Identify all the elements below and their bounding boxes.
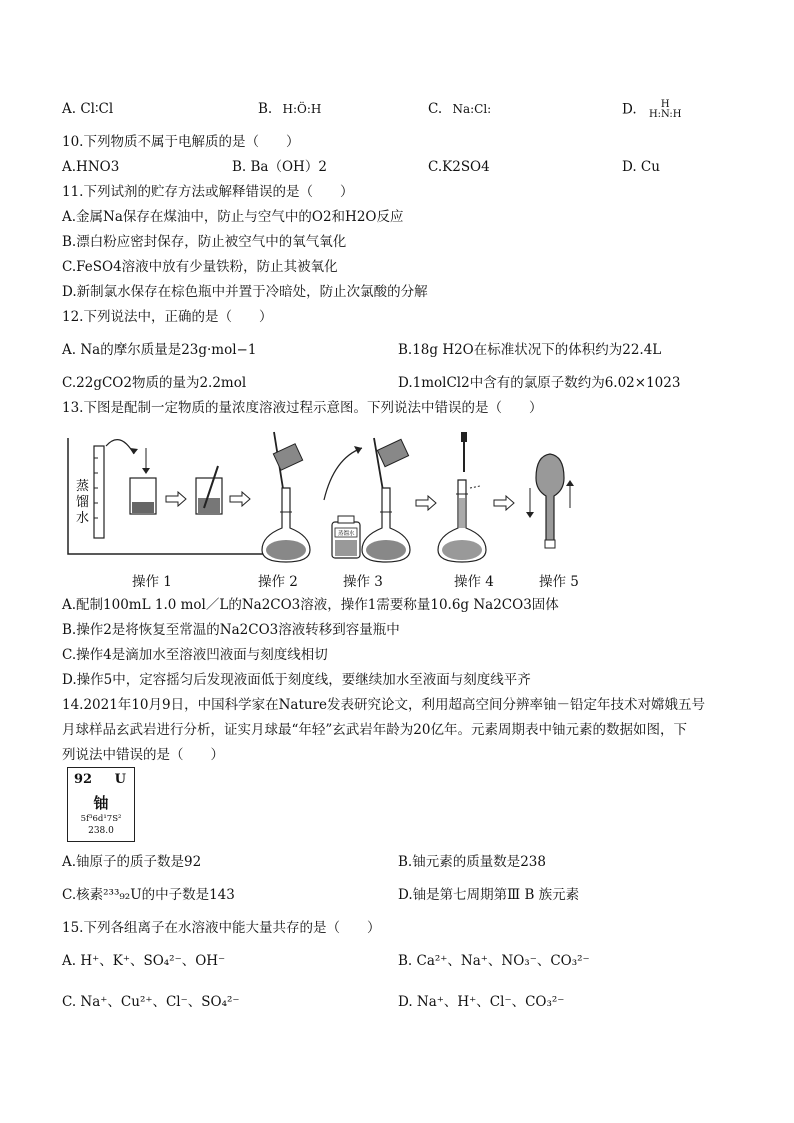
q10-option-a: A.HNO3 — [62, 159, 120, 175]
q14-option-a: A.铀原子的质子数是92 — [62, 854, 202, 870]
op-label-4: 操作 4 — [454, 574, 494, 590]
water-label-2: 馏 — [76, 495, 90, 510]
q14-stem-line-1: 14.2021年10月9日，中国科学家在Nature发表研究论文，利用超高空间分辨率铀－铅定年技术对嫦娥五号 — [62, 697, 706, 713]
op-label-1: 操作 1 — [132, 574, 172, 590]
uranium-name: 铀 — [93, 794, 109, 812]
water-label-3: 水 — [76, 511, 90, 526]
q10-option-c: C.K2SO4 — [428, 159, 490, 175]
q9-option-a: A. Cl∶Cl — [62, 101, 114, 117]
q11-option-b: B.漂白粉应密封保存，防止被空气中的氧气氧化 — [62, 234, 347, 250]
beaker-1 — [130, 478, 156, 514]
q10-option-b: B. Ba（OH）2 — [232, 159, 327, 175]
q15-option-d: D. Na⁺、H⁺、Cl⁻、CO₃²⁻ — [398, 994, 565, 1010]
water-label-text — [72, 480, 94, 528]
q9-option-c-label: C. — [428, 101, 443, 117]
q11-stem: 11.下列试剂的贮存方法或解释错误的是（ ） — [62, 184, 354, 200]
op-label-5: 操作 5 — [539, 574, 579, 590]
solution-preparation-figure — [62, 428, 582, 568]
q15-stem: 15.下列各组离子在水溶液中能大量共存的是（ ） — [62, 920, 381, 936]
q9-option-c — [428, 100, 491, 118]
q9-option-b — [258, 100, 321, 118]
q9-option-d — [622, 100, 682, 120]
q12-stem: 12.下列说法中，正确的是（ ） — [62, 309, 273, 325]
volumetric-flask-op5 — [526, 454, 574, 548]
measuring-cylinder — [94, 446, 104, 538]
uranium-config: 5f³6d¹7S² — [80, 814, 122, 824]
q11-option-a: A.金属Na保存在煤油中，防止与空气中的O2和H2O反应 — [62, 209, 404, 225]
uranium-element-card — [67, 767, 135, 842]
water-label-1: 蒸 — [76, 479, 90, 494]
q15-option-c: C. Na⁺、Cu²⁺、Cl⁻、SO₄²⁻ — [62, 994, 240, 1010]
uranium-number: 92 — [74, 772, 93, 787]
q11-option-d: D.新制氯水保存在棕色瓶中并置于冷暗处，防止次氯酸的分解 — [62, 284, 428, 300]
q12-option-b: B.18g H2O在标准状况下的体积约为22.4L — [398, 342, 662, 358]
q14-stem-line-2: 月球样品玄武岩进行分析，证实月球最“年轻”玄武岩年龄为20亿年。元素周期表中铀元素的数据如图，下 — [62, 722, 687, 738]
q9-option-d-formula: H:N:H — [648, 109, 682, 120]
q9-option-b-formula: H:Ö:H — [282, 102, 322, 116]
q12-option-a: A. Na的摩尔质量是23g·mol−1 — [62, 342, 257, 358]
q9-option-c-formula: Na:Cl: — [452, 102, 492, 116]
q13-stem: 13.下图是配制一定物质的量浓度溶液过程示意图。下列说法中错误的是（ ） — [62, 400, 543, 416]
wash-bottle — [332, 516, 360, 558]
q13-option-d: D.操作5中，定容摇匀后发现液面低于刻度线，要继续加水至液面与刻度线平齐 — [62, 672, 531, 688]
q10-stem: 10.下列物质不属于电解质的是（ ） — [62, 134, 300, 150]
q13-option-b: B.操作2是将恢复至常温的Na2CO3溶液转移到容量瓶中 — [62, 622, 400, 638]
q12-option-d: D.1molCl2中含有的氯原子数约为6.02×1023 — [398, 375, 681, 391]
q9-option-b-label: B. — [258, 101, 273, 117]
q15-option-a: A. H⁺、K⁺、SO₄²⁻、OH⁻ — [62, 953, 226, 969]
q14-option-c: C.核素²³³₉₂U的中子数是143 — [62, 887, 235, 903]
q10-option-d: D. Cu — [622, 159, 660, 175]
bottle-label: 蒸馏水 — [338, 531, 355, 537]
volumetric-flask-op2 — [262, 432, 310, 562]
volumetric-flask-op3 — [362, 438, 410, 562]
q14-option-b: B.铀元素的质量数是238 — [398, 854, 546, 870]
q14-option-d: D.铀是第七周期第Ⅲ B 族元素 — [398, 887, 580, 903]
volumetric-flask-op4 — [438, 432, 486, 562]
uranium-mass: 238.0 — [88, 826, 114, 836]
uranium-symbol: U — [114, 772, 126, 787]
beaker-2 — [196, 466, 222, 514]
q11-option-c: C.FeSO4溶液中放有少量铁粉，防止其被氧化 — [62, 259, 338, 275]
q12-option-c: C.22gCO2物质的量为2.2mol — [62, 375, 247, 391]
q13-option-c: C.操作4是滴加水至溶液凹液面与刻度线相切 — [62, 647, 328, 663]
q15-option-b: B. Ca²⁺、Na⁺、NO₃⁻、CO₃²⁻ — [398, 953, 590, 969]
q13-option-a: A.配制100mL 1.0 mol／L的Na2CO3溶液，操作1需要称量10.6g Na2CO3固体 — [62, 597, 559, 613]
op-label-2: 操作 2 — [258, 574, 298, 590]
preparation-steps-svg — [62, 428, 582, 568]
q9-option-d-label: D. — [622, 101, 637, 118]
q14-stem-line-3: 列说法中错误的是（ ） — [62, 747, 224, 763]
q9-option-d-top: H — [660, 99, 670, 110]
op-label-3: 操作 3 — [343, 574, 383, 590]
